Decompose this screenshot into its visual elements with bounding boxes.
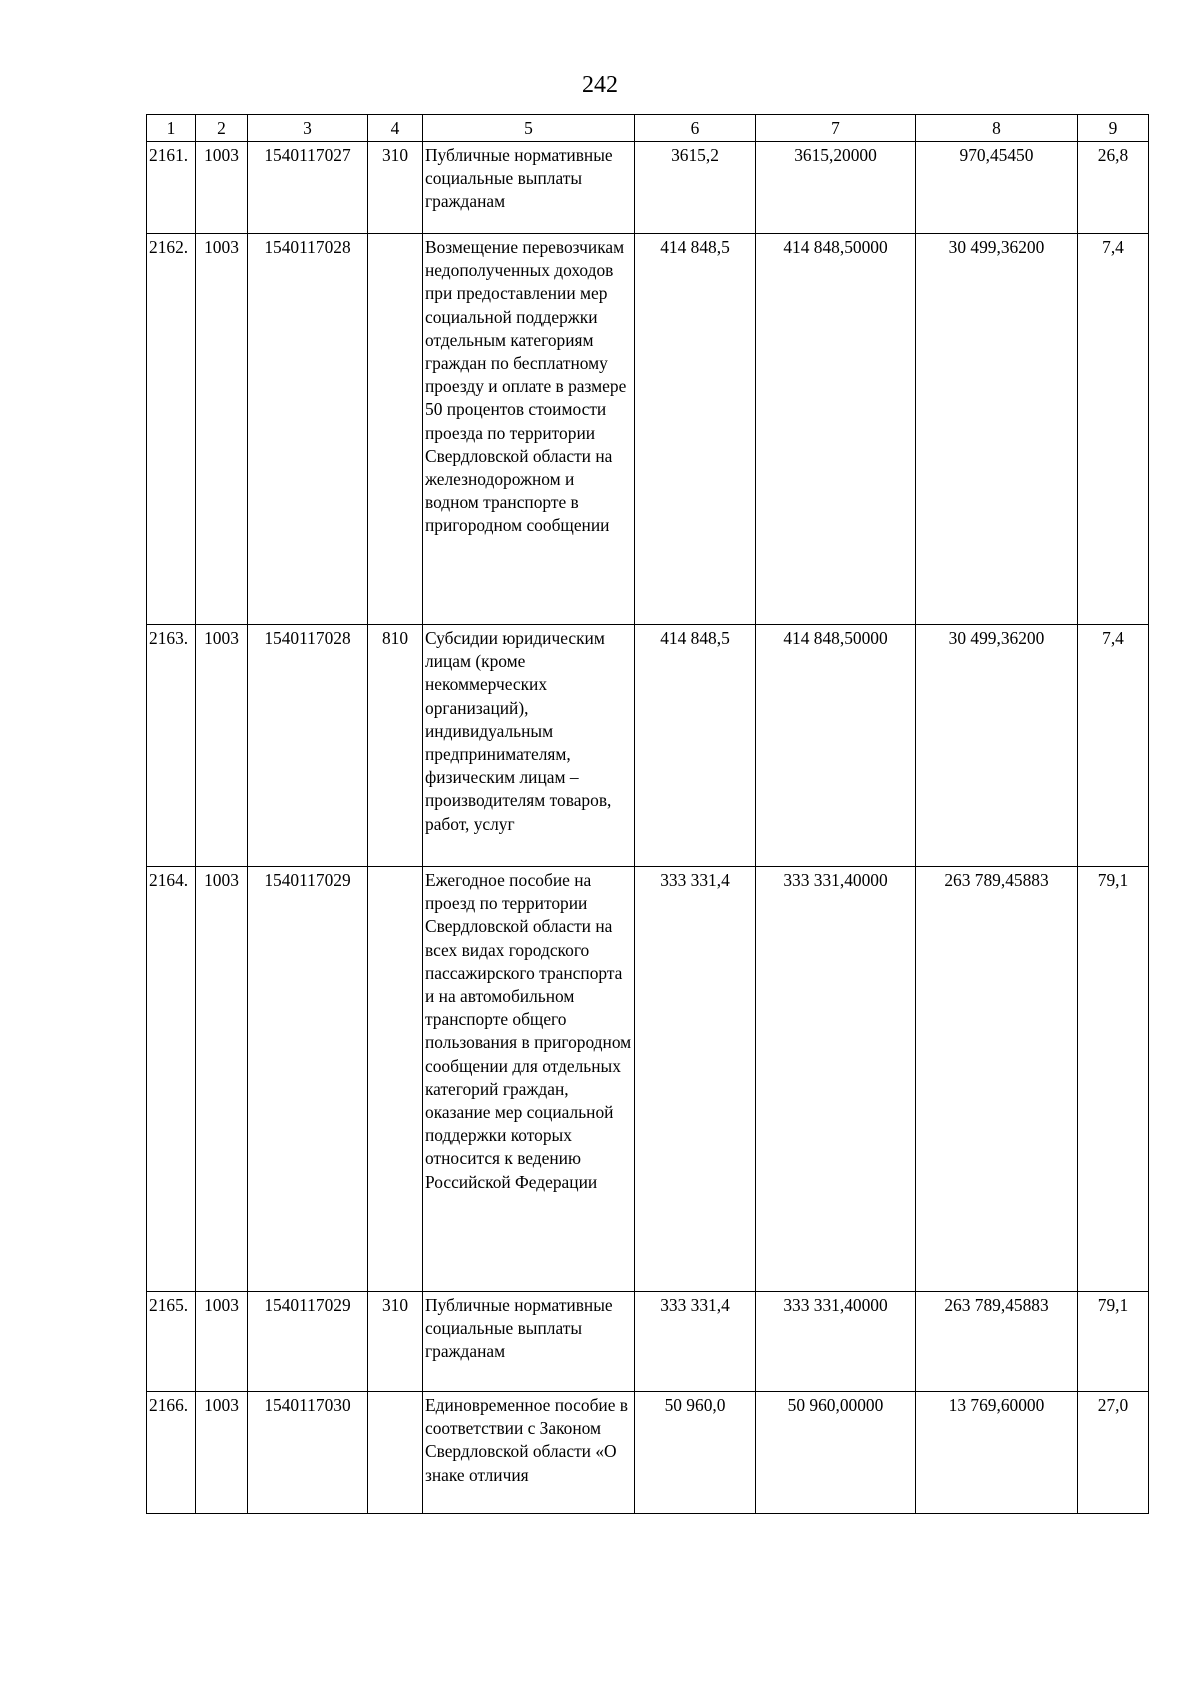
expense-type-code: 310 [368, 142, 423, 234]
column-header-4: 4 [368, 115, 423, 142]
page-number: 242 [582, 72, 618, 98]
column-header-2: 2 [196, 115, 248, 142]
item-description: Субсидии юридическим лицам (кроме некоммерческих организаций), индивидуальным предпринимателям, физическим лицам – производителям товаров, работ, услуг [423, 625, 635, 867]
table-row [147, 625, 1149, 867]
row-number: 2165. [147, 1292, 196, 1392]
execution-percent: 27,0 [1078, 1392, 1149, 1514]
plan-amount: 333 331,4 [635, 867, 756, 1292]
column-header-9: 9 [1078, 115, 1149, 142]
execution-percent: 26,8 [1078, 142, 1149, 234]
row-number: 2162. [147, 234, 196, 625]
section-code: 1003 [196, 1392, 248, 1514]
expense-type-code [368, 1392, 423, 1514]
budget-table [146, 114, 1149, 1514]
section-code: 1003 [196, 142, 248, 234]
expense-type-code [368, 867, 423, 1292]
execution-percent: 7,4 [1078, 625, 1149, 867]
execution-percent: 7,4 [1078, 234, 1149, 625]
item-description: Публичные нормативные социальные выплаты гражданам [423, 1292, 635, 1392]
table-row [147, 234, 1149, 625]
target-article-code: 1540117027 [248, 142, 368, 234]
expense-type-code: 810 [368, 625, 423, 867]
header-row [147, 115, 1149, 142]
item-description: Возмещение перевозчикам недополученных доходов при предоставлении мер социальной поддержки отдельным категориям граждан по бесплатному проезду и оплате в размере 50 процентов стоимости проезда по территории Свердловской области на железнодорожном и водном транспорте в пригородном сообщении [423, 234, 635, 625]
expense-type-code: 310 [368, 1292, 423, 1392]
plan-amount: 3615,2 [635, 142, 756, 234]
row-number: 2164. [147, 867, 196, 1292]
execution-percent: 79,1 [1078, 867, 1149, 1292]
column-header-6: 6 [635, 115, 756, 142]
table-body [147, 142, 1149, 1514]
expense-type-code [368, 234, 423, 625]
approved-amount: 333 331,40000 [756, 1292, 916, 1392]
plan-amount: 414 848,5 [635, 625, 756, 867]
item-description: Ежегодное пособие на проезд по территории Свердловской области на всех видах городского пассажирского транспорта и на автомобильном транспорте общего пользования в пригородном сообщении для отдельных категорий граждан, оказание мер социальной поддержки которых относится к ведению Российской Федерации [423, 867, 635, 1292]
section-code: 1003 [196, 867, 248, 1292]
row-number: 2163. [147, 625, 196, 867]
table-row [147, 867, 1149, 1292]
executed-amount: 13 769,60000 [916, 1392, 1078, 1514]
section-code: 1003 [196, 234, 248, 625]
approved-amount: 333 331,40000 [756, 867, 916, 1292]
executed-amount: 970,45450 [916, 142, 1078, 234]
approved-amount: 50 960,00000 [756, 1392, 916, 1514]
column-header-3: 3 [248, 115, 368, 142]
plan-amount: 50 960,0 [635, 1392, 756, 1514]
column-header-8: 8 [916, 115, 1078, 142]
row-number: 2166. [147, 1392, 196, 1514]
section-code: 1003 [196, 625, 248, 867]
execution-percent: 79,1 [1078, 1292, 1149, 1392]
target-article-code: 1540117029 [248, 867, 368, 1292]
column-header-5: 5 [423, 115, 635, 142]
target-article-code: 1540117030 [248, 1392, 368, 1514]
section-code: 1003 [196, 1292, 248, 1392]
executed-amount: 30 499,36200 [916, 234, 1078, 625]
executed-amount: 263 789,45883 [916, 1292, 1078, 1392]
item-description: Публичные нормативные социальные выплаты гражданам [423, 142, 635, 234]
column-header-7: 7 [756, 115, 916, 142]
approved-amount: 414 848,50000 [756, 625, 916, 867]
approved-amount: 3615,20000 [756, 142, 916, 234]
plan-amount: 414 848,5 [635, 234, 756, 625]
approved-amount: 414 848,50000 [756, 234, 916, 625]
table-header [147, 115, 1149, 142]
column-header-1: 1 [147, 115, 196, 142]
target-article-code: 1540117029 [248, 1292, 368, 1392]
target-article-code: 1540117028 [248, 625, 368, 867]
target-article-code: 1540117028 [248, 234, 368, 625]
table-row [147, 1392, 1149, 1514]
plan-amount: 333 331,4 [635, 1292, 756, 1392]
table-row [147, 1292, 1149, 1392]
table-row [147, 142, 1149, 234]
item-description: Единовременное пособие в соответствии с Законом Свердловской области «О знаке отличия [423, 1392, 635, 1514]
row-number: 2161. [147, 142, 196, 234]
executed-amount: 263 789,45883 [916, 867, 1078, 1292]
executed-amount: 30 499,36200 [916, 625, 1078, 867]
